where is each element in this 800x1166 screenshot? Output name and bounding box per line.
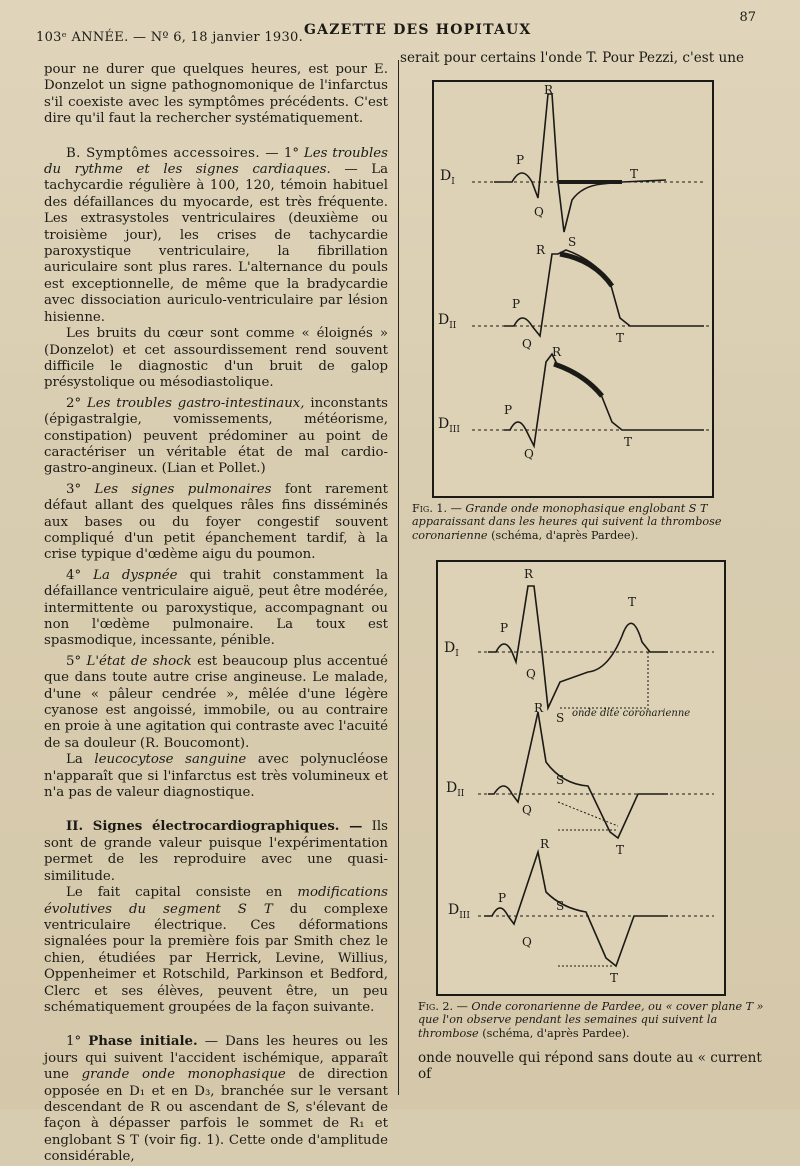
fig1-label-r3: R [552, 345, 562, 359]
paragraph-dyspnee: 4° La dyspnée qui trahit constamment la défaillance ventriculaire aiguë, peut être modérée, intermittente ou paroxystique, accompagnant ou non l'œdème pulmonaire. La toux est spasmodique, incessante, pénible. [44, 567, 388, 649]
paragraph-leucocytose: La leucocytose sanguine avec polynucléose n'apparaît que si l'infarctus est très volumineux et n'a pas de valeur diagnostique. [44, 752, 388, 801]
fig2-label-d3: $D_{III}$ [448, 902, 470, 921]
paragraph-shock: 5° L'état de shock est beaucoup plus accentué que dans toute autre crise angineuse. Le malade, d'une « pâleur cendrée », mêlée d'une légère cyanose est angoissé, immobile, ou au contraire en proie à une agitation qui contraste avec l'acuité de sa douleur (R. Boucomont). [44, 653, 388, 751]
subsection-title-rythme: Les troubles du rythme et les signes cardiaques. [44, 145, 388, 178]
emphasis-segment-st: modifications évolutives du segment S T [44, 885, 388, 917]
figure-2-ecg-diagram [438, 562, 724, 994]
fig1-label-t3: T [624, 435, 633, 449]
subsection-title-shock: L'état de shock [86, 653, 192, 669]
fig1-label-p2: P [512, 297, 521, 311]
fig2-trace-d3 [484, 852, 668, 966]
fig1-label-t1: T [630, 167, 639, 181]
fig1-label-s1: S [568, 235, 577, 249]
paragraph-signes-ecg: II. Signes électrocardiographiques. — Ils sont de grande valeur puisque l'expérimentation permet de les reproduire avec une quasi-similitude. [44, 819, 389, 884]
fig1-label-q2: Q [522, 337, 532, 351]
journal-title: GAZETTE DES HOPITAUX [304, 22, 532, 38]
paragraph-phase-initiale: 1° Phase initiale. — Dans les heures ou les jours qui suivent l'accident ischémique, apparaît une grande onde monophasique de direction opposée en D₁ et en D₃, branchée sur le versant descendant de R ou ascendant de S, s'élevant de façon à dépasser parfois le sommet de R₁ et englobant S T (voir fig. 1). Cette onde d'amplitude considérable, [44, 1034, 388, 1165]
fig1-label-p1: P [516, 153, 525, 167]
fig2-label-d1: $D_I$ [444, 640, 459, 659]
fig2-label-q1: Q [526, 667, 536, 681]
paragraph-symptomes-accessoires: B. Symptômes accessoires. — 1° Les troubles du rythme et les signes cardiaques. — La tachycardie régulière à 100, 120, témoin habituel des défaillances du myocarde, est très fréquente. Les extrasystoles ventriculaires (deuxième ou troisième jour), les crises de tachycardie paroxystique ventriculaire, la fibrillation auriculaire sont plus rares. L'alternance du pouls est exceptionnelle, de même que la bradycardie avec dissociation auriculo-ventriculaire par lésion hisienne. [44, 145, 389, 325]
section-heading-phase-initiale: Phase initiale. [88, 1034, 198, 1050]
fig2-label-d2: $D_{II}$ [446, 780, 465, 799]
fig2-label-q3: Q [522, 935, 532, 949]
fig1-label-d1: $D_I$ [440, 168, 455, 187]
subsection-title-leucocytose: leucocytose sanguine [94, 752, 247, 768]
page-number: 87 [739, 10, 756, 25]
fig1-label-r1: R [544, 83, 554, 97]
fig2-label-t2: T [616, 843, 625, 857]
fig2-label-t3: T [610, 971, 619, 985]
paragraph-pulmonaires: 3° Les signes pulmonaires font rarement défaut allant des quelques râles fins disséminés aux bases ou du foyer congestif souvent compliqué d'un petit épanchement tardif, à la crise typique d'œdème aigu du poumon. [44, 481, 388, 563]
fig1-label-p3: P [504, 403, 513, 417]
subsection-title-gastro: Les troubles gastro-intestinaux, [86, 395, 305, 411]
fig2-label-p1: P [500, 621, 509, 635]
paragraph-fait-capital: Le fait capital consiste en modifications évolutives du segment S T du complexe ventriculaire électrique. Ces déformations signalées pour la première fois par Smith chez le chien, étudiées par Herrick, Levine, Willius, Oppenheimer et Rotschild, Parkinson et Bedford, Clerc et ses élèves, peuvent être, un peu schématiquement groupées de la façon suivante. [44, 885, 388, 1015]
fig2-label-r1: R [524, 567, 534, 581]
figure-2-caption: Fig. 2. — Onde coronarienne de Pardee, ou « cover plane T » que l'on observe pendant les semaines qui suivent la thrombose (schéma, d'après Pardee). [418, 1000, 764, 1040]
subsection-title-pulmonaires: Les signes pulmonaires [94, 481, 272, 497]
paragraph-bruits-coeur: Les bruits du cœur sont comme « éloignés » (Donzelot) et cet assourdissement rend souvent difficile le diagnostic d'un bruit de galop présystolique ou mésodiastolique. [44, 326, 388, 391]
left-column [44, 62, 388, 1166]
figure-1 [432, 80, 714, 498]
fig2-label-p3: P [498, 891, 507, 905]
fig1-label-r2: R [536, 243, 546, 257]
fig2-label-s2: S [556, 773, 565, 787]
fig2-annotation: onde dite coronarienne [572, 708, 691, 719]
subsection-title-dyspnee: La dyspnée [93, 567, 178, 583]
right-column-top-text: serait pour certains l'onde T. Pour Pezzi, c'est une [400, 50, 745, 66]
fig2-trace-d1 [488, 586, 668, 708]
fig1-label-t2: T [616, 331, 625, 345]
fig2-label-s3: S [556, 899, 565, 913]
fig1-st-d3 [554, 364, 602, 396]
fig2-label-r2: R [534, 701, 544, 715]
fig1-label-q1: Q [534, 205, 544, 219]
figure-2 [436, 560, 726, 996]
figure-1-caption: Fig. 1. — Grande onde monophasique englobant S T apparaissant dans les heures qui suivent la thrombose coronarienne (schéma, d'après Pardee). [412, 502, 722, 542]
fig1-label-d3: $D_{III}$ [438, 416, 460, 435]
fig1-label-q3: Q [524, 447, 534, 461]
emphasis-onde-monophasique: grande onde monophasique [81, 1067, 286, 1083]
paragraph-continued: pour ne durer que quelques heures, est pour E. Donzelot un signe pathognomonique de l'infarctus s'il coexiste avec les symptômes précédents. C'est dire qu'il faut la rechercher systématiquement. [44, 62, 388, 127]
fig1-trace-d2 [504, 250, 704, 336]
column-divider [398, 60, 399, 1095]
section-heading-ii: II. Signes électrocardiographiques. — [66, 819, 363, 835]
paragraph-gastro: 2° Les troubles gastro-intestinaux, inconstants (épigastralgie, vomissements, météorisme, constipation) peuvent prédominer au point de caractériser un véritable état de mal cardio-gastro-angineux. (Lian et Pollet.) [44, 395, 389, 477]
section-heading-b: B. Symptômes accessoires. — [66, 145, 279, 161]
fig1-label-d2: $D_{II}$ [438, 312, 457, 331]
fig2-label-t1: T [628, 595, 637, 609]
fig2-label-r3: R [540, 837, 550, 851]
fig2-trace-d2 [488, 712, 668, 838]
fig2-label-q2: Q [522, 803, 532, 817]
fig2-guide-d2 [558, 802, 618, 826]
page-header [36, 10, 756, 50]
right-column-bottom-text: onde nouvelle qui répond sans doute au « current of [418, 1050, 762, 1082]
fig2-label-s1: S [556, 711, 565, 725]
figure-1-ecg-diagram [434, 82, 712, 496]
issue-info: 103ᵉ ANNÉE. — Nº 6, 18 janvier 1930. [36, 30, 304, 45]
fig1-trace-d3 [504, 354, 704, 446]
